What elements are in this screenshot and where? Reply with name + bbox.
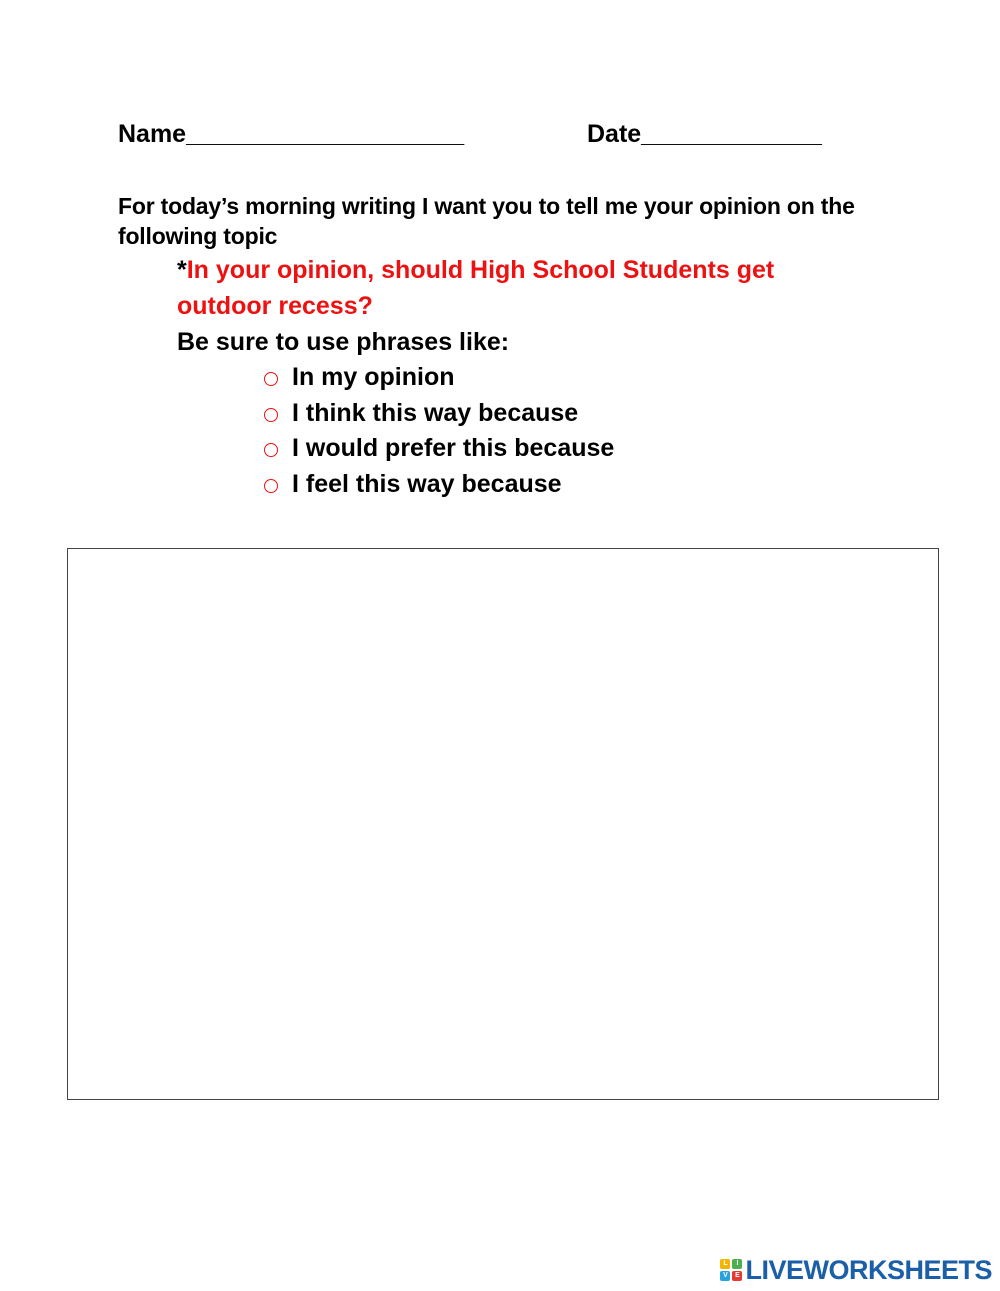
logo-mark-letter: I (732, 1259, 742, 1269)
logo-text: LIVEWORKSHEETS (745, 1254, 992, 1285)
logo-mark-letter: V (720, 1271, 730, 1281)
circle-bullet-icon (264, 443, 278, 457)
circle-bullet-icon (264, 479, 278, 493)
prompt-question: In your opinion, should High School Students get outdoor recess? (177, 256, 775, 320)
circle-bullet-icon (264, 408, 278, 422)
opinion-prompt (177, 252, 817, 324)
intro-text: For today’s morning writing I want you to tell me your opinion on the following topic (118, 193, 855, 249)
phrase-item (264, 396, 614, 432)
logo-mark-letter: E (732, 1271, 742, 1281)
phrase-text: I feel this way because (292, 470, 562, 499)
phrase-text: I would prefer this because (292, 434, 615, 463)
liveworksheets-logo (720, 1253, 992, 1287)
date-field-label: Date_____________ (587, 120, 822, 148)
name-field-label: Name____________________ (118, 120, 465, 148)
phrase-text: In my opinion (292, 363, 455, 391)
phrase-text: I think this way because (292, 398, 579, 427)
phrase-item (264, 431, 614, 467)
phrase-item (264, 360, 614, 396)
circle-bullet-icon (264, 372, 278, 386)
instruction-text: Be sure to use phrases like: (177, 328, 510, 356)
logo-mark-letter: L (720, 1259, 730, 1269)
phrase-item (264, 467, 614, 503)
answer-text-box[interactable] (67, 548, 939, 1100)
logo-mark-icon (720, 1259, 742, 1281)
phrase-list (264, 360, 614, 503)
prompt-asterisk: * (177, 256, 187, 284)
